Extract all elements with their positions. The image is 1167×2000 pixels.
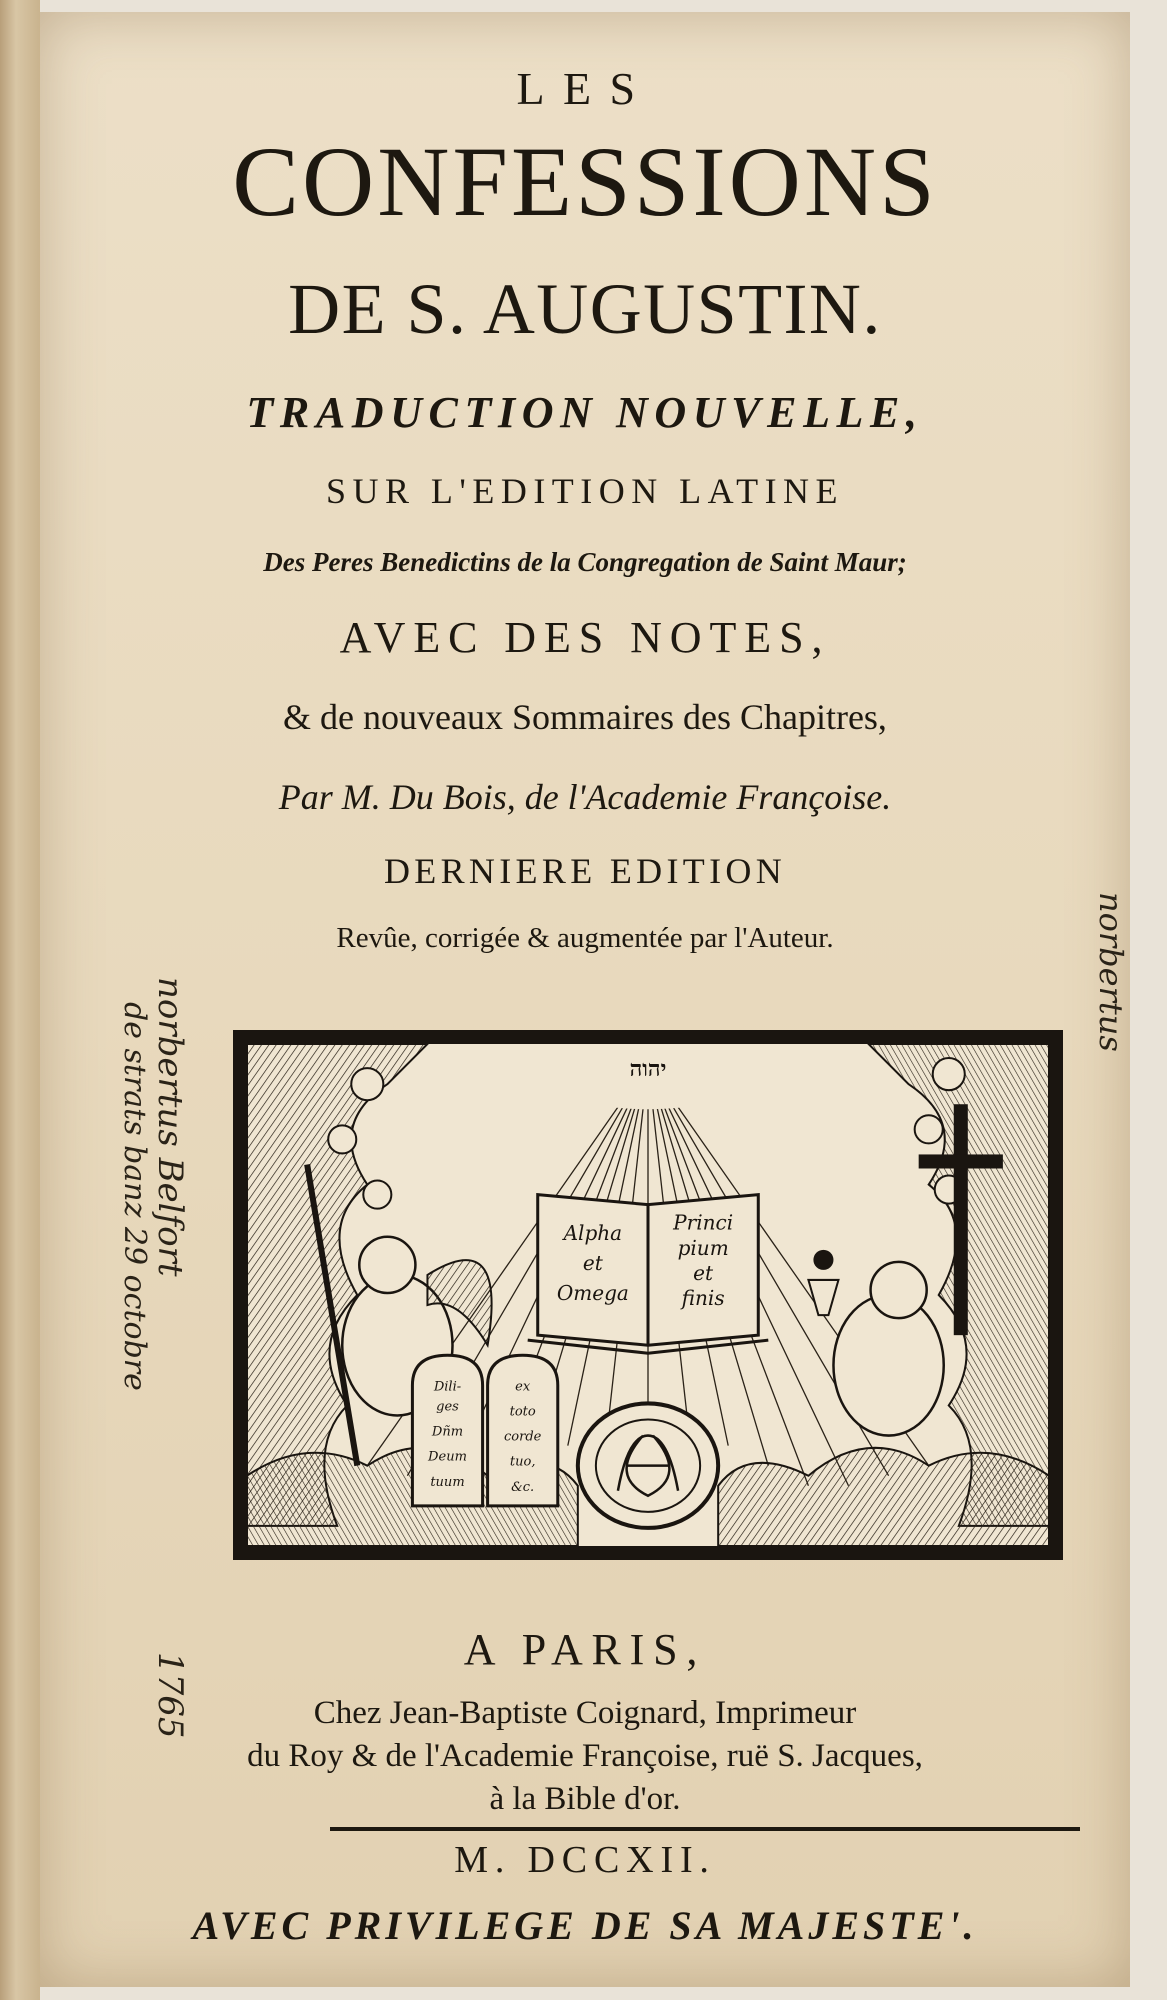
book-right-line-3: et: [693, 1260, 714, 1285]
privilege-line: AVEC PRIVILEGE DE SA MAJESTE'.: [192, 1903, 978, 1948]
tablet-right-line-4: tuo,: [509, 1454, 536, 1470]
subtitle-translation: TRADUCTION NOUVELLE,: [246, 388, 924, 437]
handwritten-left-2: de strats banz 29 octobre: [117, 1002, 152, 1391]
revue-line: Revûe, corrigée & augmentée par l'Auteur.: [336, 922, 834, 954]
book-right-line-4: finis: [681, 1286, 725, 1311]
book-right-line-2: pium: [677, 1235, 729, 1260]
book-left-line-3: Omega: [556, 1281, 629, 1306]
imprint-rule: [330, 1827, 1080, 1831]
hebrew-tetragrammaton: יהוה: [629, 1056, 667, 1083]
translator-line: Par M. Du Bois, de l'Academie Françoise.: [278, 777, 892, 817]
tablet-left-line-1: Dili-: [433, 1379, 462, 1395]
imprint-year: M. DCCXII.: [454, 1839, 716, 1881]
subtitle-benedictins: Des Peres Benedictins de la Congregation de Saint Maur;: [263, 547, 907, 577]
handwritten-left-1: norbertus Belfort: [150, 977, 190, 1277]
title-author: DE S. AUGUSTIN.: [288, 269, 882, 349]
imprint-place: A PARIS,: [463, 1625, 707, 1674]
title-confessions: CONFESSIONS: [232, 126, 938, 237]
tablet-left-line-2: ges: [436, 1399, 459, 1415]
book-left-line-2: et: [582, 1250, 603, 1275]
handwritten-left-3: 1765: [150, 1652, 190, 1739]
subtitle-sommaires: & de nouveaux Sommaires des Chapitres,: [283, 697, 887, 737]
derniere-edition: DERNIERE EDITION: [383, 851, 787, 891]
subtitle-edition-latine: SUR L'EDITION LATINE: [325, 471, 845, 511]
handwritten-right: norbertus: [1092, 892, 1130, 1052]
book-right-line-1: Princi: [673, 1210, 734, 1235]
woodcut-illustration: [247, 1044, 1049, 1546]
tablet-right-line-1: ex: [515, 1379, 531, 1395]
book-left-line-1: Alpha: [563, 1220, 623, 1245]
imprint-publisher-2: du Roy & de l'Academie Françoise, ruë S. Jacques,: [247, 1738, 923, 1774]
imprint-publisher-3: à la Bible d'or.: [489, 1781, 681, 1817]
tablet-left-line-4: Deum: [428, 1449, 467, 1465]
subtitle-notes: AVEC DES NOTES,: [339, 613, 831, 662]
title-les: LES: [516, 63, 654, 114]
title-page: [40, 12, 1130, 1987]
tablet-left-line-5: tuum: [430, 1474, 465, 1490]
printers-device-emblem: [233, 1030, 1063, 1560]
tablet-left-line-3: Dñm: [431, 1424, 464, 1440]
tablet-right-line-5: &c.: [511, 1479, 535, 1495]
tablet-right-line-3: corde: [503, 1429, 542, 1445]
tablet-right-line-2: toto: [509, 1404, 536, 1420]
imprint-publisher-1: Chez Jean-Baptiste Coignard, Imprimeur: [313, 1695, 857, 1731]
book-spine: [0, 0, 40, 2000]
